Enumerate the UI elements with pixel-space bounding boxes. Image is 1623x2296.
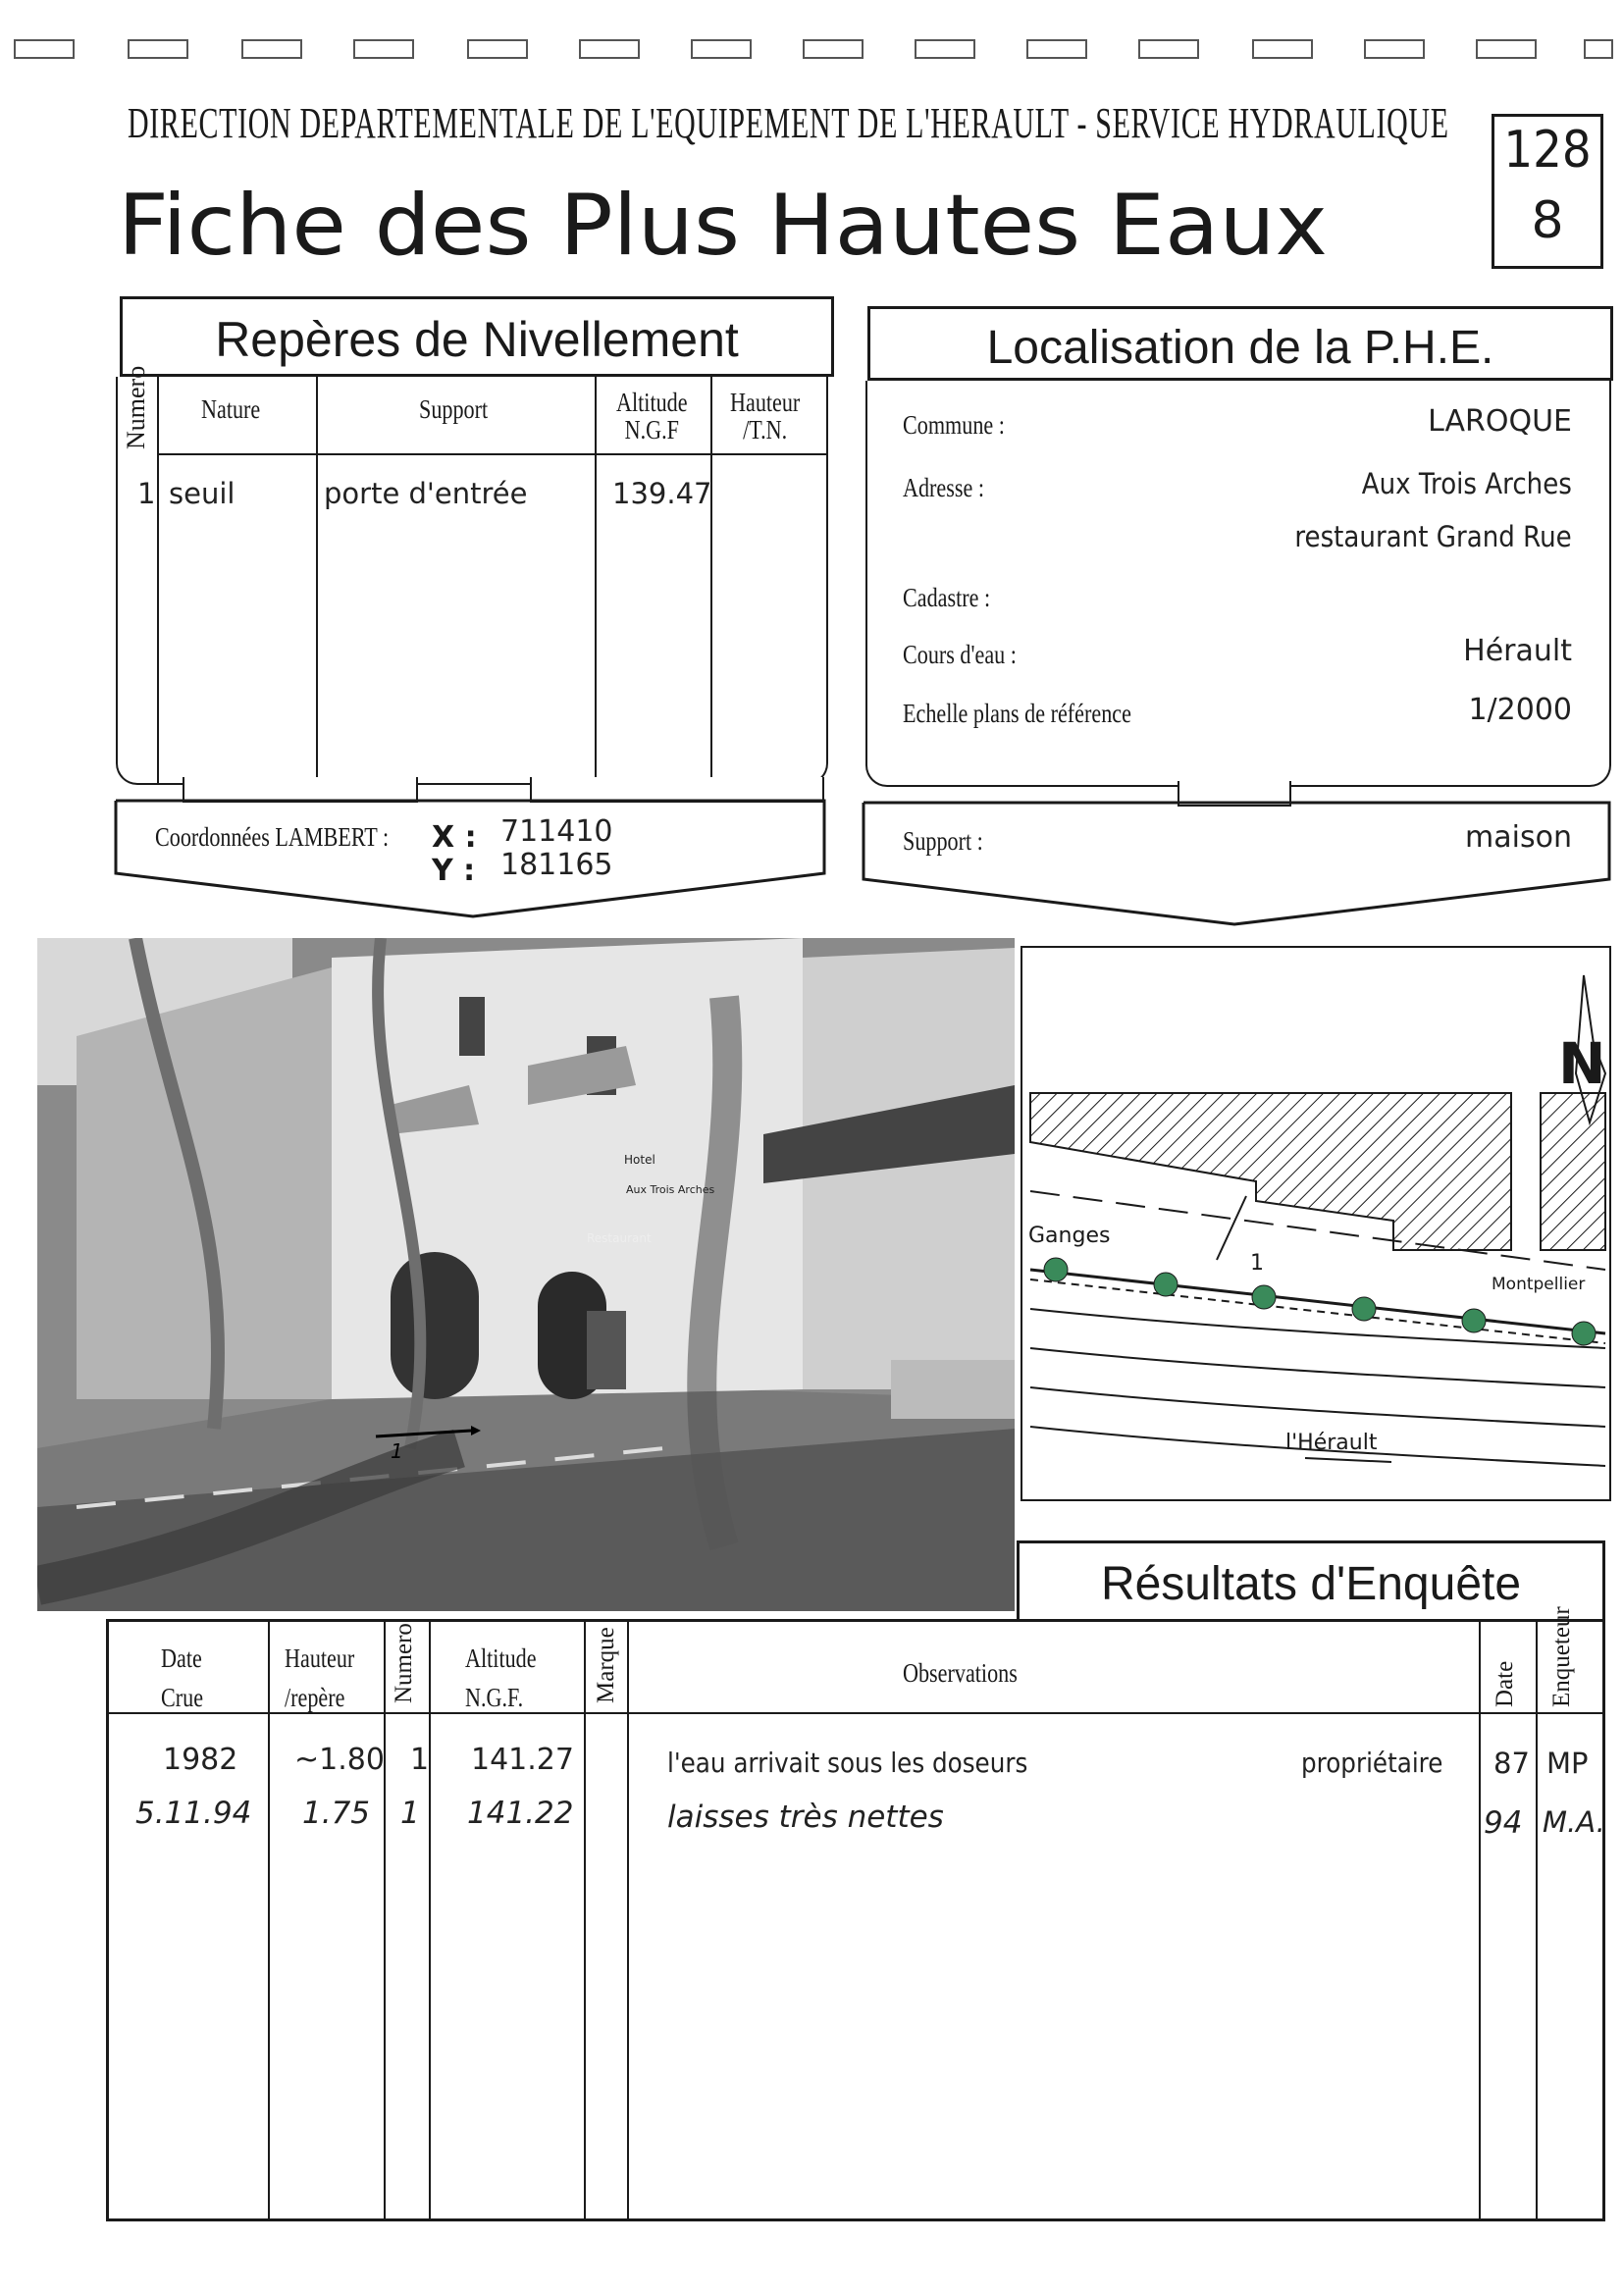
resultats-col-date-crue: Date Crue [161, 1644, 204, 1712]
photo-sign-restaurant: Restaurant [587, 1231, 652, 1245]
punch-hole [691, 39, 752, 59]
punch-hole [1026, 39, 1087, 59]
row1-altitude: 141.27 [471, 1743, 574, 1777]
reperes-title: Repères de Nivellement [215, 312, 739, 367]
reperes-col-support: Support [419, 394, 489, 424]
localisation-title-box [867, 306, 1613, 381]
row2-hauteur: 1.75 [302, 1796, 371, 1831]
row2-date: 94 [1484, 1805, 1523, 1841]
tree-icon [1572, 1322, 1596, 1345]
coordonnees-x-label: X : [432, 820, 477, 855]
coordonnees-x-value: 711410 [500, 814, 613, 849]
reperes-col-altitude: Altitude N.G.F [616, 388, 688, 444]
plan-label-ganges: Ganges [1028, 1224, 1111, 1248]
row1-observation: l'eau arrivait sous les doseurs [667, 1747, 1028, 1779]
page-title: Fiche des Plus Hautes Eaux [118, 177, 1328, 275]
plan-marker: 1 [1250, 1251, 1264, 1276]
reference-subnumber: 8 [1531, 191, 1564, 250]
plan-label-herault: l'Hérault [1285, 1431, 1378, 1455]
adresse-label: Adresse : [903, 473, 985, 502]
resultats-col-enqueteur: Enqueteur [1548, 1606, 1575, 1707]
row2-altitude: 141.22 [467, 1796, 574, 1831]
reference-number: 128 [1503, 121, 1592, 180]
resultats-col-date: Date [1492, 1660, 1518, 1707]
reperes-title-box [120, 296, 834, 377]
support-label: Support : [903, 826, 983, 856]
punch-hole [915, 39, 975, 59]
reperes-table [116, 377, 828, 785]
commune-label: Commune : [903, 410, 1005, 440]
adresse-line1: Aux Trois Arches [1361, 467, 1572, 500]
photo-marker: 1 [391, 1439, 403, 1463]
echelle-value: 1/2000 [1468, 693, 1572, 727]
reperes-cell-altitude: 139.47 [612, 477, 712, 510]
punch-hole [1252, 39, 1313, 59]
resultats-col-hauteur: Hauteur /repère [285, 1644, 355, 1712]
punch-hole [467, 39, 528, 59]
punch-hole [579, 39, 640, 59]
row1-date: 87 [1493, 1747, 1530, 1780]
punch-hole [1138, 39, 1199, 59]
reperes-cell-nature: seuil [169, 477, 236, 510]
reperes-cell-support: porte d'entrée [324, 477, 528, 510]
resultats-title-box [1017, 1540, 1605, 1621]
tree-icon [1252, 1285, 1276, 1309]
resultats-col-observations: Observations [903, 1658, 1018, 1688]
site-photo [37, 938, 1015, 1611]
reperes-col-nature: Nature [201, 394, 261, 424]
punch-hole [803, 39, 864, 59]
row1-numero: 1 [410, 1743, 430, 1777]
photo-sign-hotel: Hotel [624, 1153, 655, 1167]
support-value: maison [1465, 820, 1572, 855]
tree-icon [1352, 1297, 1376, 1321]
reperes-col-hauteur: Hauteur /T.N. [730, 388, 801, 444]
cours-eau-value: Hérault [1463, 634, 1572, 668]
tree-icon [1154, 1273, 1178, 1296]
site-plan-drawing [1021, 946, 1611, 1501]
reperes-col-numero: Numero [122, 365, 150, 449]
punch-hole [1364, 39, 1425, 59]
cours-eau-label: Cours d'eau : [903, 640, 1017, 669]
row1-date-crue: 1982 [163, 1743, 238, 1777]
punch-hole [14, 39, 75, 59]
row1-hauteur: ~1.80 [294, 1743, 385, 1777]
reperes-cell-numero: 1 [137, 477, 156, 510]
coordonnees-label: Coordonnées LAMBERT : [155, 822, 390, 852]
reference-box [1492, 114, 1603, 269]
row2-numero: 1 [400, 1796, 420, 1831]
commune-value: LAROQUE [1428, 404, 1572, 439]
row1-enqueteur: MP [1546, 1747, 1589, 1780]
photo-sign-arches: Aux Trois Arches [626, 1183, 715, 1196]
department-heading: DIRECTION DEPARTEMENTALE DE L'EQUIPEMENT DE L'HERAULT - SERVICE HYDRAULIQUE [128, 99, 1449, 147]
adresse-line2: restaurant Grand Rue [1294, 520, 1572, 553]
punch-hole [353, 39, 414, 59]
punch-hole [128, 39, 188, 59]
row2-date-crue: 5.11.94 [135, 1796, 252, 1831]
row2-enqueteur: M.A. [1543, 1805, 1605, 1839]
punch-hole [241, 39, 302, 59]
echelle-label: Echelle plans de référence [903, 699, 1131, 728]
plan-label-montpellier: Montpellier [1492, 1275, 1586, 1294]
row2-observation: laisses très nettes [667, 1800, 944, 1835]
localisation-title: Localisation de la P.H.E. [986, 322, 1494, 374]
coordonnees-y-value: 181165 [500, 848, 613, 882]
coordonnees-y-label: Y : [432, 854, 476, 888]
resultats-col-marque: Marque [593, 1627, 619, 1703]
row1-source: propriétaire [1301, 1747, 1443, 1779]
punch-hole [1584, 39, 1613, 59]
resultats-title: Résultats d'Enquête [1100, 1558, 1522, 1610]
tree-icon [1462, 1309, 1486, 1332]
resultats-col-altitude: Altitude N.G.F. [465, 1644, 537, 1712]
north-icon: N [1558, 1030, 1606, 1097]
cadastre-label: Cadastre : [903, 583, 991, 612]
punch-hole [1476, 39, 1537, 59]
tree-icon [1044, 1258, 1068, 1281]
resultats-col-numero: Numero [391, 1623, 417, 1703]
